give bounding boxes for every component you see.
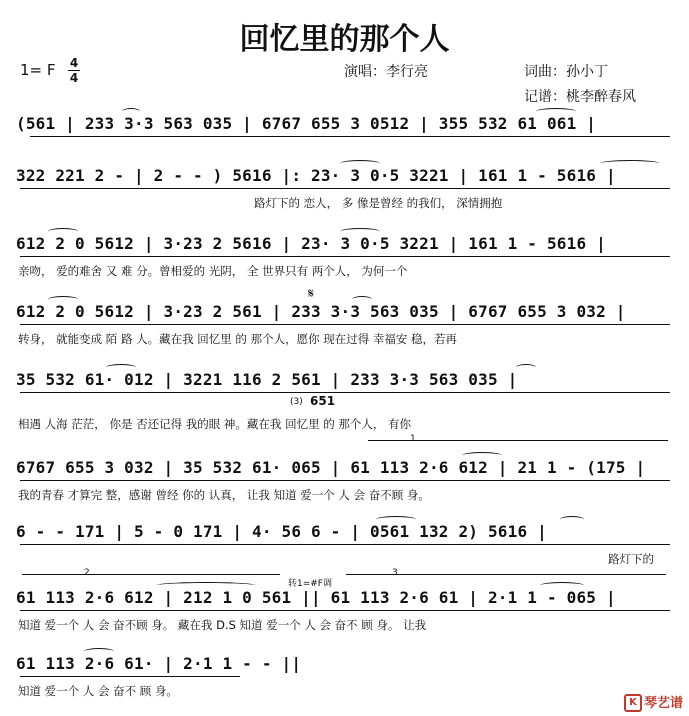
lyrics-line: 转身， 就能变成 陌 路 人。藏在我 回忆里 的 那个人，愿你 现在过得 幸福安 稳，若再 xyxy=(18,332,458,346)
segno-sign: 𝄋 xyxy=(308,286,315,302)
lyrics-line: 我的青春 才算完 整，感谢 曾经 你的 认真， 让我 知道 爱一个 人 会 奋不顾 身。 xyxy=(18,488,430,502)
volta-bracket xyxy=(22,574,280,575)
time-signature xyxy=(68,57,80,84)
lyrics-line: 相遇 人海 茫茫， 你是 否还记得 我的眼 神。藏在我 回忆里 的 那个人， 有你 xyxy=(18,417,412,431)
volta-2-label: 2 xyxy=(84,568,90,578)
tie-arc xyxy=(352,296,372,303)
beam-line xyxy=(20,392,670,393)
slur-arc xyxy=(48,228,78,235)
beam-line xyxy=(20,324,670,325)
notation-line: 322 221 2 - | 2 - - ) 5616 |: 23· 3 0·5 3221 | 161 1 - 5616 | xyxy=(16,166,616,185)
slur-arc xyxy=(106,364,136,371)
slur-arc xyxy=(536,108,576,115)
grace-mark: (3) xyxy=(290,397,303,407)
modulation-note: 转1=#F调 xyxy=(288,579,332,589)
notation-line: 61 113 2·6 612 | 212 1 0 561 || 61 113 2·6 61 | 2·1 1 - 065 | xyxy=(16,588,616,607)
slur-arc xyxy=(600,160,660,167)
meter-bottom: 4 xyxy=(69,71,79,85)
beam-line xyxy=(20,676,240,677)
beam-line xyxy=(20,480,670,481)
slur-arc xyxy=(462,452,502,459)
slur-arc xyxy=(560,516,584,523)
beam-line xyxy=(20,256,670,257)
notation-line: 612 2 0 5612 | 3·23 2 5616 | 23· 3 0·5 3221 | 161 1 - 5616 | xyxy=(16,234,606,253)
tie-arc xyxy=(122,108,140,115)
beam-line xyxy=(20,188,670,189)
slur-arc xyxy=(156,582,256,589)
tie-arc xyxy=(376,516,416,523)
lyrics-line: 路灯下的 xyxy=(608,552,654,566)
composer-credit: 词曲：孙小丁 xyxy=(524,64,608,80)
singer-credit: 演唱：李行亮 xyxy=(344,64,428,80)
notation-line: 6 - - 171 | 5 - 0 171 | 4· 56 6 - | 0561 132 2) 5616 | xyxy=(16,522,547,541)
lyrics-line: 知道 爱一个 人 会 奋不顾 身。 藏在我 D.S 知道 爱一个 人 会 奋不 顾 身。 让我 xyxy=(18,618,427,632)
tie-arc xyxy=(516,364,536,371)
volta-1-label: 1 xyxy=(410,434,416,444)
lyrics-line: 路灯下的 恋人， 多 像是曾经 的我们， 深情拥抱 xyxy=(254,196,503,210)
tie-arc xyxy=(84,648,114,655)
slur-arc xyxy=(340,160,380,167)
beam-line xyxy=(20,544,670,545)
notation-line: 612 2 0 5612 | 3·23 2 561 | 233 3·3 563 035 | 6767 655 3 032 | xyxy=(16,302,626,321)
lyrics-line: 知道 爱一个 人 会 奋不 顾 身。 xyxy=(18,684,178,698)
beam-line xyxy=(20,610,670,611)
notation-line: (561 | 233 3·3 563 035 | 6767 655 3 0512 | 355 532 61 061 | xyxy=(16,114,597,133)
notation-credit: 记谱：桃李醉春风 xyxy=(524,89,636,105)
key-signature: 1= F xyxy=(20,61,56,79)
lyrics-line: 亲吻， 爱的难舍 又 难 分。曾相爱的 光阴， 全 世界只有 两个人， 为何一个 xyxy=(18,264,408,278)
slur-arc xyxy=(540,582,584,589)
notation-line: 61 113 2·6 61· | 2·1 1 - - || xyxy=(16,654,302,673)
song-title: 回忆里的那个人 xyxy=(239,22,450,57)
watermark-logo-icon: K xyxy=(624,694,642,712)
meter-top: 4 xyxy=(69,56,79,70)
slur-arc xyxy=(48,296,78,303)
notation-line: 6767 655 3 032 | 35 532 61· 065 | 61 113 2·6 612 | 21 1 - (175 | xyxy=(16,458,646,477)
notation-line: 35 532 61· 012 | 3221 116 2 561 | 233 3·3 563 035 | xyxy=(16,370,518,389)
beam-line xyxy=(30,136,670,137)
watermark-text: 琴艺谱 xyxy=(643,695,683,711)
site-watermark xyxy=(624,692,683,713)
grace-notes: 651 xyxy=(310,394,336,408)
volta-3-label: 3 xyxy=(392,568,398,578)
slur-arc xyxy=(340,228,380,235)
